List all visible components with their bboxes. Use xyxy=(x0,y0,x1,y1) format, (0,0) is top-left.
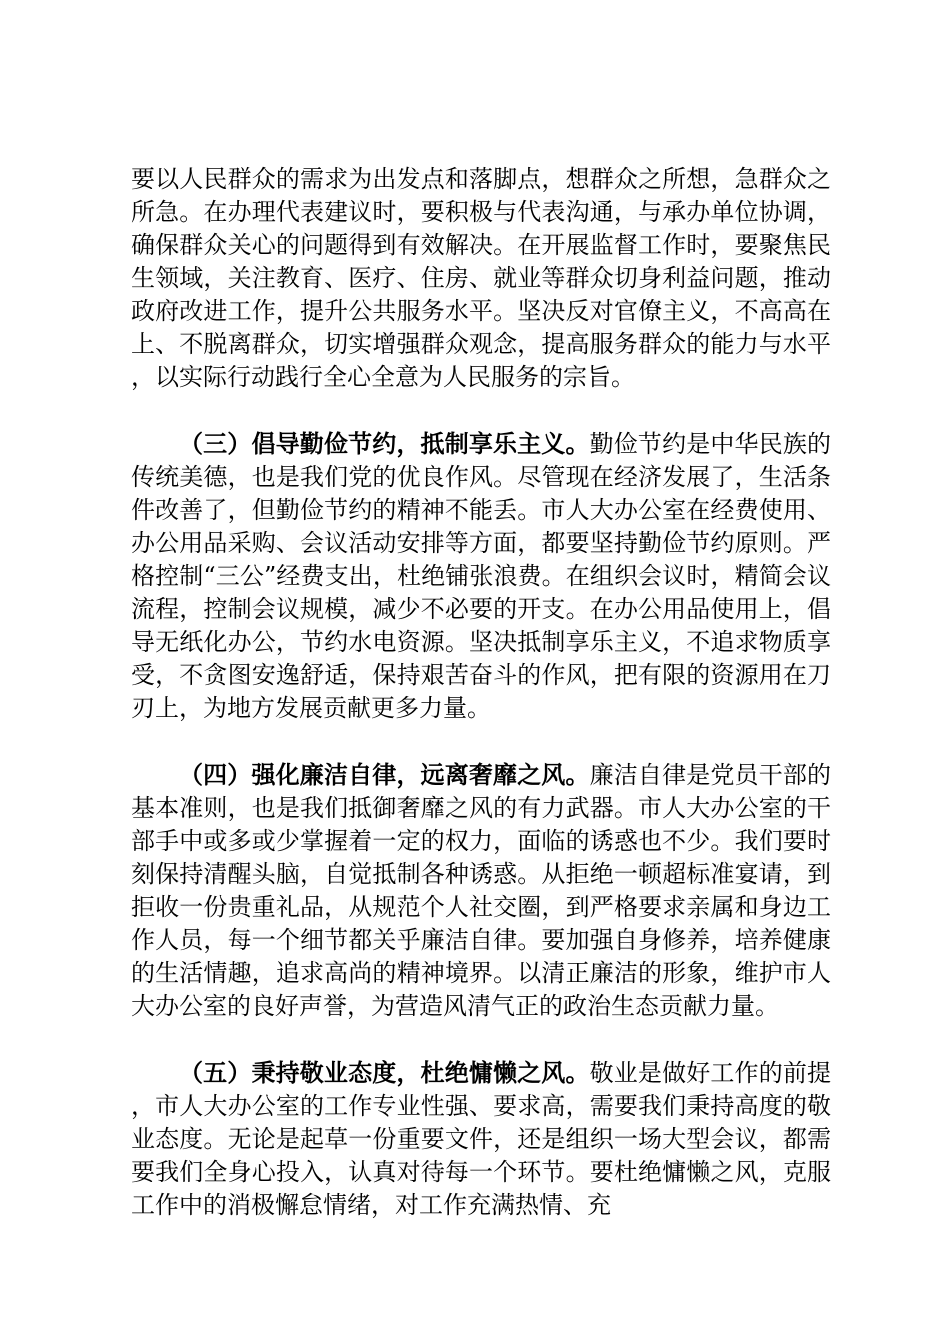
paragraph-text: 要以人民群众的需求为出发点和落脚点，想群众之所想，急群众之所急。在办理代表建议时，要积极与代表沟通，与承办单位协调，确保群众关心的问题得到有效解决。在开展监督工作时，要聚焦民生领域，关注教育、医疗、住房、就业等群众切身利益问题，推动政府改进工作，提升公共服务水平。坚决反对官僚主义，不高高在上、不脱离群众，切实增强群众观念，提高服务群众的能力与水平，以实际行动践行全心全意为人民服务的宗旨。 xyxy=(131,165,831,391)
paragraph-section-5 xyxy=(131,1056,831,1222)
section-heading-5: （五）秉持敬业态度，杜绝慵懒之风。 xyxy=(179,1058,590,1087)
paragraph-continuation xyxy=(131,163,831,394)
document-body xyxy=(131,163,831,1255)
paragraph-text: 勤俭节约是中华民族的传统美德，也是我们党的优良作风。尽管现在经济发展了，生活条件改善了，但勤俭节约的精神不能丢。市人大办公室在经费使用、办公用品采购、会议活动安排等方面，都要坚持勤俭节约原则。严格控制“三公”经费支出，杜绝铺张浪费。在组织会议时，精简会议流程，控制会议规模，减少不必要的开支。在办公用品使用上，倡导无纸化办公，节约水电资源。坚决抵制享乐主义，不追求物质享受，不贪图安逸舒适，保持艰苦奋斗的作风，把有限的资源用在刀刃上，为地方发展贡献更多力量。 xyxy=(131,430,832,722)
paragraph-section-3 xyxy=(131,427,831,725)
section-heading-3: （三）倡导勤俭节约，抵制享乐主义。 xyxy=(179,429,590,458)
section-heading-4: （四）强化廉洁自律，远离奢靡之风。 xyxy=(179,760,590,789)
paragraph-section-4 xyxy=(131,758,831,1023)
paragraph-text: 廉洁自律是党员干部的基本准则，也是我们抵御奢靡之风的有力武器。市人大办公室的干部手中或多或少掌握着一定的权力，面临的诱惑也不少。我们要时刻保持清醒头脑，自觉抵制各种诱惑。从拒绝一顿超标准宴请，到拒收一份贵重礼品，从规范个人社交圈，到严格要求亲属和身边工作人员，每一个细节都关乎廉洁自律。要加强自身修养，培养健康的生活情趣，追求高尚的精神境界。以清正廉洁的形象，维护市人大办公室的良好声誉，为营造风清气正的政治生态贡献力量。 xyxy=(131,761,832,1020)
paragraph-text: 敬业是做好工作的前提，市人大办公室的工作专业性强、要求高，需要我们秉持高度的敬业态度。无论是起草一份重要文件，还是组织一场大型会议，都需要我们全身心投入，认真对待每一个环节。要杜绝慵懒之风，克服工作中的消极懈怠情绪，对工作充满热情、充 xyxy=(131,1059,832,1219)
